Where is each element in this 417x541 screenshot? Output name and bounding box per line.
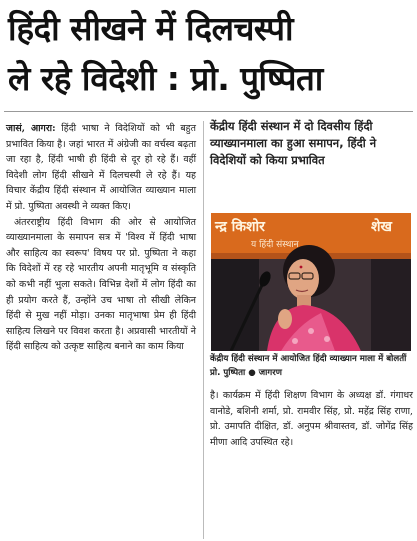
photo-banner-text-2: न्द्र किशोर bbox=[215, 219, 265, 235]
paragraph-3: है। कार्यक्रम में हिंदी शिक्षण विभाग के अध्यक्ष डॉ. गंगाधर वानोडे, बशिनी शर्मा, प्रो. रामवीर सिंह, प्रो. महेंद्र सिंह राणा, प्रो. उमापति दीक्षित, डॉ. अनुपम श्रीवास्तव, डॉ. जोगेंद्र सिंह मीणा आदि उपस्थित रहे। bbox=[210, 390, 413, 448]
left-column bbox=[6, 121, 196, 355]
headline-line-2: ले रहे विदेशी : प्रो. पुष्पिता bbox=[8, 59, 323, 98]
right-column bbox=[210, 388, 413, 450]
paragraph-1-text: हिंदी भाषा ने विदेशियों को भी बहुत प्रभावित किया है। जहां भारत में अंग्रेजी का वर्चस्व बढ़ता जा रहा है, हिंदी भाषी ही हिंदी से दूर हो रहे हैं। वहीं विदेशी लोग हिंदी सीखने में दिलचस्पी ले रहे हैं। यह विचार केंद्रीय हिंदी संस्थान में आयोजित व्याख्यान माला में प्रो. पुष्पिता अवस्थी ने व्यक्त किए। bbox=[6, 123, 197, 212]
photo-banner-text-3: शेख bbox=[371, 219, 392, 235]
headline-rule bbox=[4, 111, 413, 112]
speaker-photo bbox=[211, 213, 411, 351]
paragraph-1 bbox=[6, 121, 196, 215]
column-divider bbox=[203, 121, 204, 539]
headline-line-1: हिंदी सीखने में दिलचस्पी bbox=[8, 9, 294, 48]
paragraph-2: अंतरराष्ट्रीय हिंदी विभाग की ओर से आयोजित व्याख्यानमाला के समापन सत्र में 'विश्व में हिंदी भाषा और साहित्य का स्वरूप' विषय पर प्रो. पुष्पिता ने कहा कि विदेशों में रह रहे भारतीय अपनी मातृभूमि व संस्कृति को कभी नहीं भुला सकते। विभिन्न देशों में लोग हिंदी का ही प्रयोग करते हैं, उन्होंने उच भाषा तो सीखी लेकिन हिंदी से मुख नहीं मोड़ा। उनका मातृभाषा प्रेम ही हिंदी साहित्य लिखने पर विवश करता है। अप्रवासी भारतीयों ने हिंदी साहित्य को उत्कृष्ट साहित्य बनाने का काम किया bbox=[6, 216, 196, 353]
dateline: जासं, आगरा: bbox=[6, 123, 56, 134]
article-subheadline: केंद्रीय हिंदी संस्थान में दो दिवसीय हिंदी व्याख्यानमाला का हुआ समापन, हिंदी ने विदेशियों को किया प्रभावित bbox=[210, 119, 377, 167]
caption-text: केंद्रीय हिंदी संस्थान में आयोजित हिंदी व्याख्यान माला में बोलतीं प्रो. पुष्पिता bbox=[210, 354, 407, 378]
article-headline bbox=[8, 4, 412, 104]
photo-banner-text: य हिंदी संस्थान bbox=[251, 240, 299, 250]
photo-credit: ● जागरण bbox=[248, 368, 282, 378]
photo-caption bbox=[210, 352, 413, 380]
